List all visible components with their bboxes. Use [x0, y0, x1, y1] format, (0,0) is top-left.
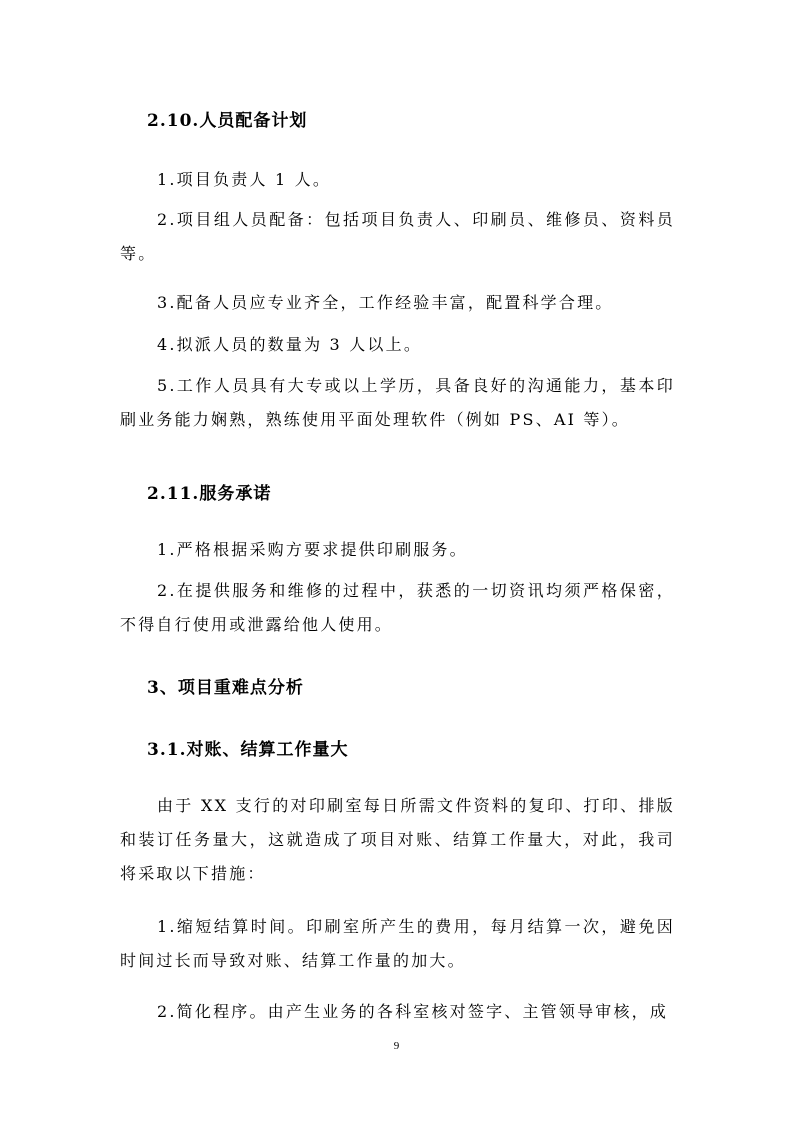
section-heading-2-10: 2.10.人员配备计划 — [147, 111, 308, 131]
paragraph-2-10-item-1: 1.项目负责人 1 人。 — [157, 170, 332, 189]
paragraph-2-10-item-3: 3.配备人员应专业齐全，工作经验丰富，配置科学合理。 — [157, 293, 614, 312]
paragraph-2-10-item-2: 2.项目组人员配备：包括项目负责人、印刷员、维修员、资料员等。 — [120, 210, 675, 263]
section-heading-3-1: 3.1.对账、结算工作量大 — [147, 740, 349, 760]
paragraph-3-1-item-2: 2.简化程序。由产生业务的各科室核对签字、主管领导审核，成 — [157, 1002, 669, 1021]
paragraph-3-1-intro: 由于 XX 支行的对印刷室每日所需文件资料的复印、打印、排版和装订任务量大，这就造成了项目对账、结算工作量大，对此，我司将采取以下措施： — [120, 796, 675, 883]
page-number: 9 — [393, 1040, 400, 1052]
paragraph-3-1-item-1: 1.缩短结算时间。印刷室所产生的费用，每月结算一次，避免因时间过长而导致对账、结算工作量的加大。 — [120, 917, 675, 970]
paragraph-2-11-item-1: 1.严格根据采购方要求提供印刷服务。 — [157, 540, 468, 559]
paragraph-2-11-item-2: 2.在提供服务和维修的过程中，获悉的一切资讯均须严格保密，不得自行使用或泄露给他人使用。 — [120, 581, 675, 634]
paragraph-2-10-item-5: 5.工作人员具有大专或以上学历，具备良好的沟通能力，基本印刷业务能力娴熟，熟练使用平面处理软件（例如 PS、AI 等）。 — [120, 376, 675, 429]
section-heading-3: 3、项目重难点分析 — [147, 678, 304, 698]
section-heading-2-11: 2.11.服务承诺 — [147, 484, 272, 504]
paragraph-2-10-item-4: 4.拟派人员的数量为 3 人以上。 — [157, 335, 423, 354]
